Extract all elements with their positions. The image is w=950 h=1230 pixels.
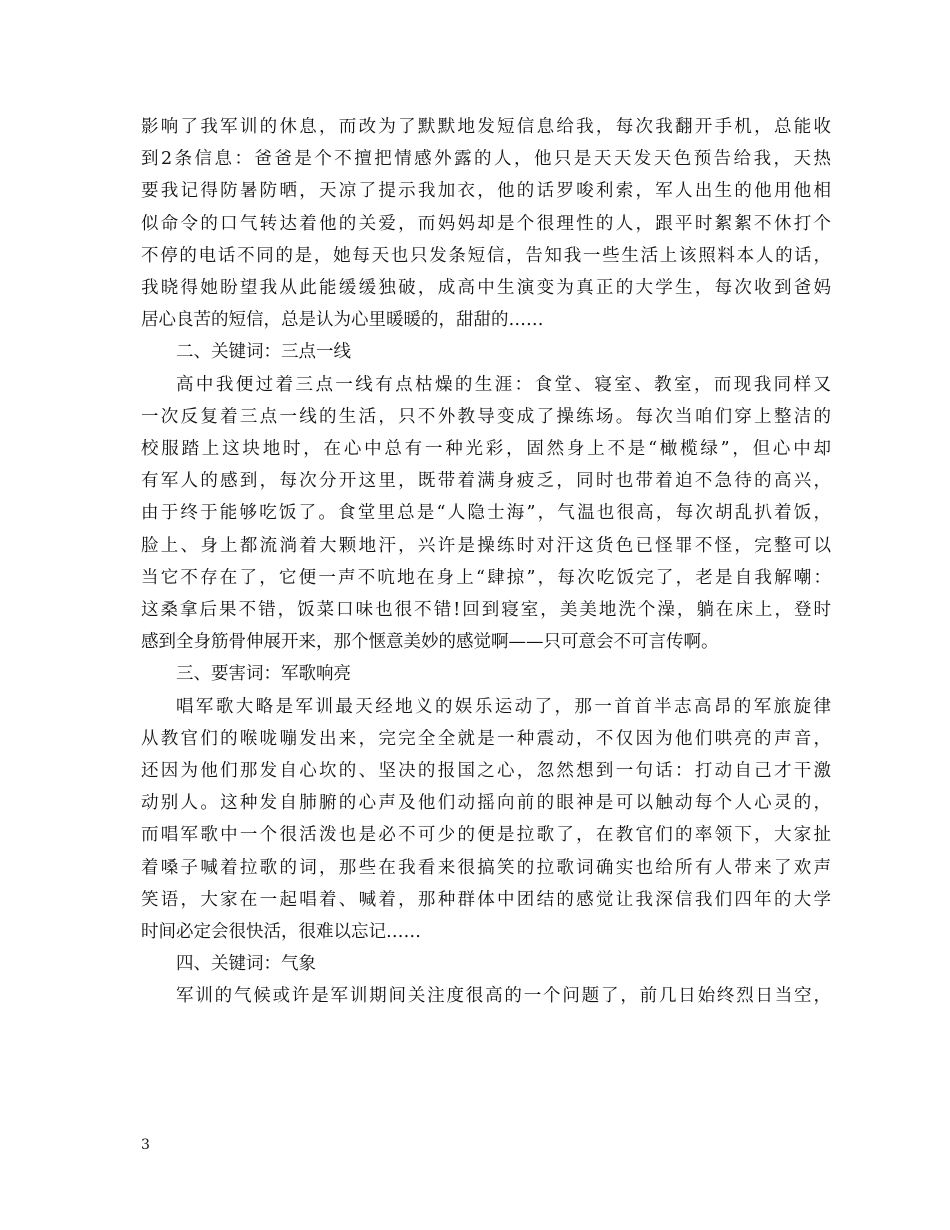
text-line: 有军人的感到，每次分开这里，既带着满身疲乏，同时也带着迫不急待的高兴， <box>141 471 831 492</box>
text-line: 笑语，大家在一起唱着、喊着，那种群体中团结的感觉让我深信我们四年的大学 <box>141 889 831 910</box>
text-line: 由于终于能够吃饭了。食堂里总是“人隐士海”，气温也很高，每次胡乱扒着饭， <box>141 503 831 524</box>
text-line: 似命令的口气转达着他的关爱，而妈妈却是个很理性的人，跟平时絮絮不休打个 <box>141 213 831 234</box>
text-line: 高中我便过着三点一线有点枯燥的生涯：食堂、寝室、教室，而现我同样又 <box>176 374 831 395</box>
text-line: 居心良苦的短信，总是认为心里暖暖的，甜甜的…… <box>141 310 544 331</box>
text-line: 还因为他们那发自心坎的、坚决的报国之心，忽然想到一句话：打动自己才干激 <box>141 761 831 782</box>
text-line: 脸上、身上都流淌着大颗地汗，兴许是操练时对汗这货色已怪罪不怪，完整可以 <box>141 535 831 556</box>
text-line: 校服踏上这块地时，在心中总有一种光彩，固然身上不是“橄榄绿”，但心中却 <box>141 439 831 460</box>
text-line: 这桑拿后果不错，饭菜口味也很不错!回到寝室，美美地洗个澡，躺在床上，登时 <box>141 600 831 621</box>
body-text <box>141 111 831 1013</box>
text-line: 要我记得防暑防晒，天凉了提示我加衣，他的话罗唆利索，军人出生的他用他相 <box>141 181 831 202</box>
section-heading: 四、关键词：气象 <box>176 954 316 975</box>
page-number: 3 <box>141 1137 150 1153</box>
text-line: 动别人。这种发自肺腑的心声及他们动摇向前的眼神是可以触动每个人心灵的， <box>141 793 831 814</box>
section-heading: 三、要害词：军歌响亮 <box>176 664 351 685</box>
text-line: 着嗓子喊着拉歌的词，那些在我看来很搞笑的拉歌词确实也给所有人带来了欢声 <box>141 857 831 878</box>
text-line: 从教官们的喉咙嘣发出来，完完全全就是一种震动，不仅因为他们哄亮的声音， <box>141 728 831 749</box>
section-heading: 二、关键词：三点一线 <box>176 342 351 363</box>
text-line: 不停的电话不同的是，她每天也只发条短信，告知我一些生活上该照料本人的话， <box>141 245 831 266</box>
text-line: 而唱军歌中一个很活泼也是必不可少的便是拉歌了，在教官们的率领下，大家扯 <box>141 825 831 846</box>
text-line: 到2条信息：爸爸是个不擅把情感外露的人，他只是天天发天色预告给我，天热 <box>141 149 831 170</box>
text-line: 我晓得她盼望我从此能缓缓独破，成高中生演变为真正的大学生，每次收到爸妈 <box>141 278 831 299</box>
text-line: 当它不存在了，它便一声不吭地在身上“肆掠”，每次吃饭完了，老是自我解嘲： <box>141 567 831 588</box>
text-line: 时间必定会很快活，很难以忘记…… <box>141 922 421 943</box>
text-line: 一次反复着三点一线的生活，只不外教导变成了操练场。每次当咱们穿上整洁的 <box>141 406 831 427</box>
text-line: 军训的气候或许是军训期间关注度很高的一个问题了，前几日始终烈日当空， <box>176 986 831 1007</box>
text-line: 影响了我军训的休息，而改为了默默地发短信息给我，每次我翻开手机，总能收 <box>141 117 831 137</box>
text-line: 唱军歌大略是军训最天经地义的娱乐运动了，那一首首半志高昂的军旅旋律 <box>176 696 831 717</box>
text-line: 感到全身筋骨伸展开来，那个惬意美妙的感觉啊——只可意会不可言传啊。 <box>141 632 719 653</box>
